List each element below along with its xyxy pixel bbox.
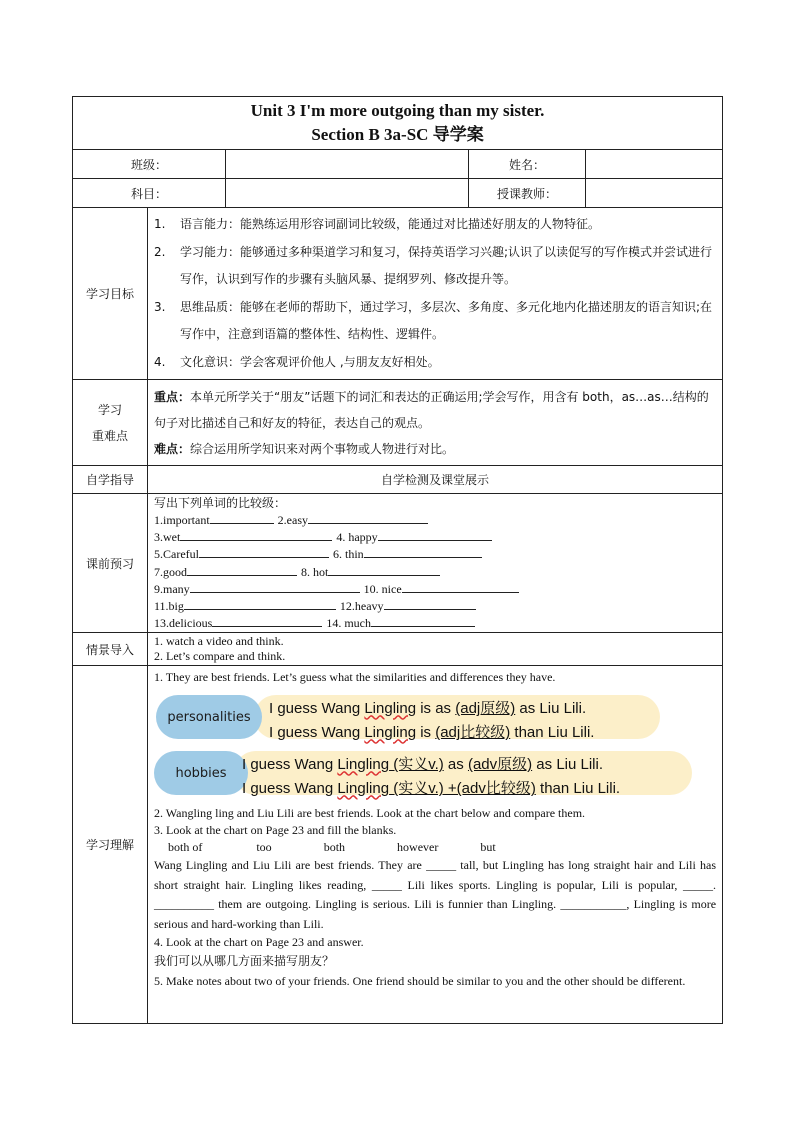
answer-blank[interactable] — [199, 545, 329, 558]
preview-content — [148, 494, 723, 633]
personalities-line-2 — [269, 721, 594, 742]
vocab-row — [154, 597, 716, 614]
word-bank-item: but — [480, 840, 496, 855]
text-segment: as — [443, 756, 468, 774]
guide-content: 自学检测及课堂展示 — [148, 466, 723, 494]
worksheet-table — [72, 96, 723, 1024]
question-4-chinese: 我们可以从哪几方面来描写朋友？ — [154, 954, 335, 969]
worksheet-title — [73, 97, 723, 150]
key-point-text: 本单元所学关于“朋友”话题下的词汇和表达的正确运用;学会写作，用含有 both，as…as…结构的句子对比描述自己和好友的特征，表达自己的观点。 — [154, 389, 709, 430]
vocab-row — [154, 580, 716, 597]
name-label: 姓名： — [469, 150, 586, 179]
class-field[interactable] — [226, 150, 469, 179]
difficulty-label-line-2: 重难点 — [91, 428, 128, 443]
personalities-bubble — [154, 693, 716, 743]
vocab-word: 5.Careful — [154, 547, 199, 562]
answer-blank[interactable] — [384, 597, 476, 610]
question-2: 2. Wangling ling and Liu Lili are best friends. Look at the chart below and compare them. — [154, 806, 586, 821]
answer-blank[interactable] — [371, 614, 475, 627]
key-point — [154, 384, 716, 436]
answer-blank[interactable] — [308, 511, 428, 524]
vocab-word: 7.good — [154, 564, 187, 579]
vocab-word: 3.wet — [154, 530, 181, 545]
understand-content — [148, 666, 723, 1024]
text-segment: Lingling — [364, 724, 417, 742]
question-1: 1. They are best friends. Let’s guess what the similarities and differences they have. — [154, 670, 556, 685]
answer-blank[interactable] — [378, 528, 492, 541]
text-segment: is — [416, 724, 436, 742]
hobbies-bubble — [154, 749, 716, 799]
goal-text: 思维品质：能够在老师的帮助下，通过学习，多层次、多角度、多元化地内化描述朋友的语言知识;在写作中，注意到语篇的整体性、结构性、逻辑件。 — [180, 299, 713, 341]
text-segment: (adv原级) — [467, 756, 533, 774]
word-bank — [154, 839, 716, 856]
text-segment: Lingling — [364, 700, 417, 718]
hard-point — [154, 436, 716, 462]
class-label: 班级： — [73, 150, 226, 179]
question-3: 3. Look at the chart on Page 23 and fill the blanks. — [154, 823, 397, 838]
answer-blank[interactable] — [190, 580, 360, 593]
goal-number: 3. — [154, 299, 166, 314]
vocab-word: 13.delicious — [154, 616, 213, 631]
answer-blank[interactable] — [364, 545, 482, 558]
text-segment: Lingling — [337, 780, 390, 798]
text-segment: (adj原级) — [455, 700, 516, 718]
difficulty-content — [148, 380, 723, 466]
answer-blank[interactable] — [187, 563, 297, 576]
answer-blank[interactable] — [212, 614, 322, 627]
guide-label: 自学指导 — [73, 466, 148, 494]
question-5: 5. Make notes about two of your friends. One friend should be similar to you and the other should be different. — [154, 974, 686, 989]
goal-text: 学习能力：能够通过多种渠道学习和复习，保持英语学习兴趣;认识了以读促写的写作模式并尝试进行写作，认识到写作的步骤有头脑风暴、提纲罗列、修改提升等。 — [180, 244, 713, 286]
text-segment: (实义v.) — [389, 756, 444, 774]
goal-number: 1. — [154, 217, 166, 231]
hobbies-tag: hobbies — [154, 751, 248, 795]
answer-blank[interactable] — [210, 511, 274, 524]
key-point-label: 重点： — [154, 389, 191, 404]
vocab-word: 9.many — [154, 581, 190, 596]
goal-item — [154, 349, 716, 377]
vocab-row — [154, 511, 716, 528]
understand-label: 学习理解 — [73, 666, 148, 1024]
text-segment: I guess Wang — [242, 780, 338, 798]
answer-blank[interactable] — [180, 528, 332, 541]
preview-heading: 写出下列单词的比较级： — [154, 496, 287, 510]
difficulty-label — [73, 380, 148, 466]
hobbies-line-2 — [242, 777, 620, 798]
text-segment: (实义v.) +(adv比较级) — [389, 780, 536, 798]
intro-content — [148, 633, 723, 666]
vocab-row — [154, 528, 716, 545]
goal-text: 语言能力：能熟练运用形容词副词比较级，能通过对比描述好朋友的人物特征。 — [180, 217, 601, 231]
word-bank-item: however — [397, 840, 439, 855]
intro-label: 情景导入 — [73, 633, 148, 666]
text-segment: I guess Wang — [269, 724, 365, 742]
word-bank-item: both — [323, 840, 346, 855]
vocab-row — [154, 614, 716, 631]
goals-label: 学习目标 — [73, 208, 148, 380]
text-segment: (adj比较级) — [435, 724, 511, 742]
vocab-word: 2.easy — [277, 513, 308, 527]
personalities-line-1 — [269, 697, 586, 718]
goal-item — [154, 239, 716, 294]
personalities-tag: personalities — [156, 695, 262, 739]
fill-blank-passage: Wang Lingling and Liu Lili are best friends. They are _____ tall, but Lingling has long straight hair and Lili has short straight hair. Lingling likes reading, _____ Lili likes sports. Lingling is popular, Lili is popular, _____. __________ them are outgoing. Lingling is serious. Lili is funnier than Lingling. ___________, Lingling is more serious and hard-working than Lili. — [154, 858, 717, 931]
title-line-2: Section B 3a-SC 导学案 — [311, 125, 484, 144]
answer-blank[interactable] — [328, 563, 440, 576]
word-bank-item: both of — [168, 840, 203, 855]
text-segment: Lingling — [337, 756, 390, 774]
text-segment: I guess Wang — [242, 756, 338, 774]
subject-label: 科目： — [73, 179, 226, 208]
vocab-word: 4. happy — [336, 530, 378, 545]
teacher-label: 授课教师： — [469, 179, 586, 208]
text-segment: I guess Wang — [269, 700, 365, 718]
vocab-word: 8. hot — [301, 564, 329, 579]
answer-blank[interactable] — [184, 597, 336, 610]
answer-blank[interactable] — [402, 580, 519, 593]
preview-label: 课前预习 — [73, 494, 148, 633]
text-segment: as Liu Lili. — [532, 756, 604, 774]
subject-field[interactable] — [226, 179, 469, 208]
vocab-word: 11.big — [154, 599, 184, 614]
vocab-row — [154, 545, 716, 562]
intro-line-2: 2. Let’s compare and think. — [154, 649, 286, 664]
vocab-row — [154, 563, 716, 580]
title-line-1: Unit 3 I'm more outgoing than my sister. — [250, 101, 545, 120]
goal-text: 文化意识：学会客观评价他人 ,与朋友友好相处。 — [180, 354, 440, 369]
vocab-word: 6. thin — [332, 547, 364, 562]
text-segment: than Liu Lili. — [510, 724, 595, 742]
goal-number: 4. — [154, 354, 166, 369]
text-segment: is as — [416, 700, 456, 718]
word-bank-item: too — [256, 840, 272, 855]
difficulty-label-line-1: 学习 — [97, 402, 122, 417]
text-segment: than Liu Lili. — [535, 780, 621, 798]
vocab-word: 1.important — [154, 513, 210, 527]
text-segment: as Liu Lili. — [515, 700, 587, 718]
hard-point-text: 综合运用所学知识来对两个事物或人物进行对比。 — [190, 441, 455, 456]
vocab-word: 14. much — [326, 616, 371, 631]
intro-line-1: 1. watch a video and think. — [154, 634, 284, 649]
vocab-word: 10. nice — [363, 581, 402, 596]
teacher-field[interactable] — [586, 179, 723, 208]
goal-item — [154, 211, 716, 239]
goal-number: 2. — [154, 244, 166, 259]
question-4: 4. Look at the chart on Page 23 and answer. — [154, 935, 364, 950]
name-field[interactable] — [586, 150, 723, 179]
hobbies-line-1 — [242, 753, 603, 774]
hard-point-label: 难点： — [154, 441, 191, 456]
vocab-list — [154, 511, 716, 631]
goal-item — [154, 294, 716, 349]
vocab-word: 12.heavy — [339, 599, 384, 614]
goals-list — [148, 208, 723, 380]
